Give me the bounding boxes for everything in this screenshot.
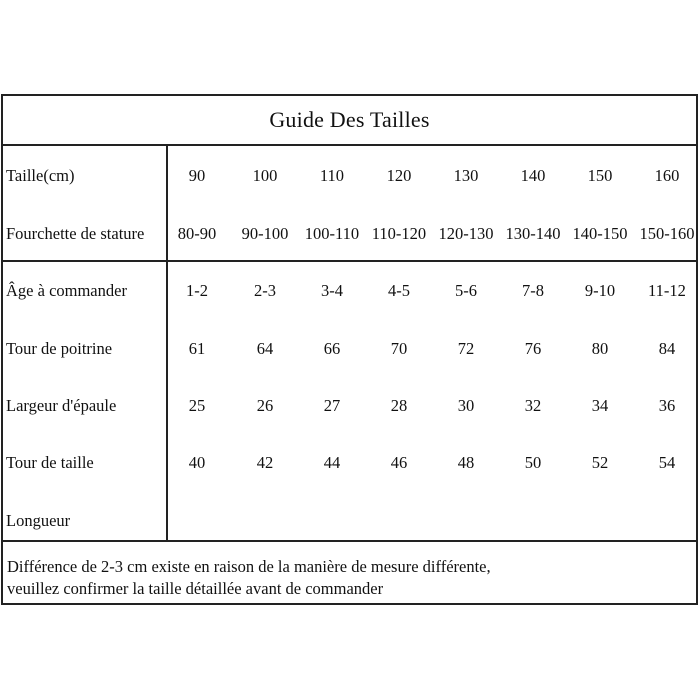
table-cell: 140	[520, 166, 546, 185]
table-cell: 90	[188, 166, 206, 185]
table-cell: 150	[587, 166, 613, 185]
table-cell: 100-110	[304, 224, 360, 243]
table-cell: 32	[524, 396, 542, 415]
table-cell: 42	[256, 453, 274, 472]
table-cell: 26	[256, 396, 274, 415]
table-title: Guide Des Tailles	[3, 96, 696, 146]
table-cell: 66	[323, 339, 341, 358]
table-cell: 61	[188, 339, 206, 358]
table-cell: 110-120	[371, 224, 427, 243]
table-cell: 28	[390, 396, 408, 415]
table-cell: 52	[591, 453, 609, 472]
row-label: Longueur	[6, 511, 71, 530]
table-cell: 64	[256, 339, 274, 358]
table-cell: 48	[457, 453, 475, 472]
table-cell: 11-12	[648, 281, 686, 300]
table-cell: 140-150	[572, 224, 628, 243]
table-cell: 76	[524, 339, 542, 358]
table-cell: 44	[323, 453, 341, 472]
row-divider-footer	[3, 540, 696, 542]
table-cell: 34	[591, 396, 609, 415]
table-cell: 70	[390, 339, 408, 358]
table-cell: 160	[654, 166, 680, 185]
table-cell: 9-10	[584, 281, 616, 300]
table-cell: 130	[453, 166, 479, 185]
disclaimer-line-1: Différence de 2-3 cm existe en raison de la manière de mesure différente,	[7, 557, 491, 576]
table-cell: 50	[524, 453, 542, 472]
table-cell: 84	[658, 339, 676, 358]
table-cell: 120-130	[438, 224, 494, 243]
table-cell: 1-2	[186, 281, 208, 300]
table-cell: 46	[390, 453, 408, 472]
table-cell: 120	[386, 166, 412, 185]
table-cell: 27	[323, 396, 341, 415]
table-cell: 36	[658, 396, 676, 415]
row-label: Tour de taille	[6, 453, 94, 472]
table-cell: 30	[457, 396, 475, 415]
table-cell: 80-90	[177, 224, 217, 243]
table-cell: 130-140	[505, 224, 561, 243]
row-label: Largeur d'épaule	[6, 396, 117, 415]
disclaimer-note	[7, 556, 491, 600]
table-cell: 110	[319, 166, 345, 185]
table-cell: 72	[457, 339, 475, 358]
row-divider-header	[3, 260, 696, 262]
table-cell: 3-4	[321, 281, 343, 300]
row-label: Tour de poitrine	[6, 339, 113, 358]
table-cell: 54	[658, 453, 676, 472]
table-cell: 100	[252, 166, 278, 185]
row-label: Fourchette de stature	[6, 224, 145, 243]
row-label: Âge à commander	[6, 281, 127, 300]
table-cell: 80	[591, 339, 609, 358]
disclaimer-line-2: veuillez confirmer la taille détaillée avant de commander	[7, 579, 384, 598]
table-cell: 150-160	[639, 224, 695, 243]
table-cell: 5-6	[455, 281, 477, 300]
table-cell: 4-5	[388, 281, 410, 300]
table-cell: 2-3	[254, 281, 276, 300]
table-cell: 90-100	[241, 224, 289, 243]
table-cell: 25	[188, 396, 206, 415]
size-guide-table	[1, 94, 698, 605]
table-cell: 40	[188, 453, 206, 472]
row-label: Taille(cm)	[6, 166, 75, 185]
table-cell: 7-8	[522, 281, 544, 300]
